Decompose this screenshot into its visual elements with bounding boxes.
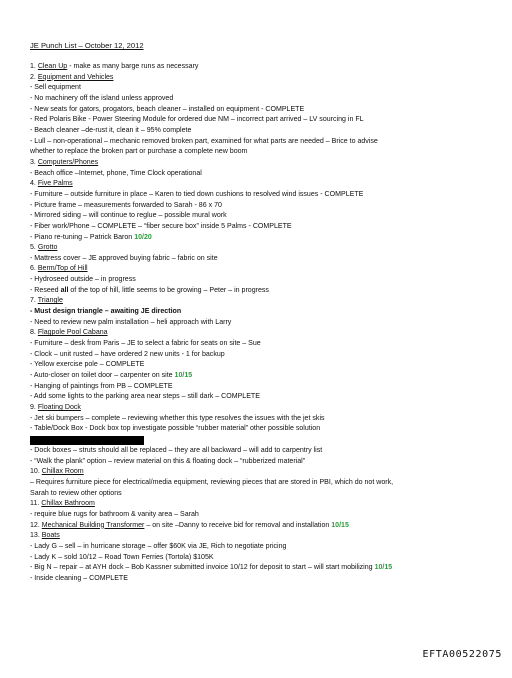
list-item <box>30 307 490 318</box>
section-label: Mechanical Building Transformer <box>41 521 145 529</box>
list-item-text: - Furniture – outside furniture in place – Karen to tied down cushions to resolved wind issues - COMPLETE <box>30 190 364 198</box>
list-item-text: - Lull – non-operational – mechanic removed broken part, examined for what parts are needed – Brice to advise <box>30 137 378 145</box>
list-item <box>30 489 490 500</box>
list-item <box>30 254 490 265</box>
list-item-text: - Picture frame – measurements forwarded to Sarah - 86 x 70 <box>30 201 222 209</box>
section-heading <box>30 296 490 307</box>
list-item-text: - Beach office –Internet, phone, Time Clock operational <box>30 169 202 177</box>
list-item <box>30 147 490 158</box>
section-heading <box>30 531 490 542</box>
section-heading <box>30 328 490 339</box>
list-item-text: - Fiber work/Phone – COMPLETE – “fiber secure box” inside 5 Palms - COMPLETE <box>30 222 292 230</box>
redaction-bar <box>30 436 144 445</box>
section-number: 3. <box>30 158 38 166</box>
list-item-text: Sarah to review other options <box>30 489 122 497</box>
list-item <box>30 553 490 564</box>
section-heading <box>30 158 490 169</box>
section-number: 7. <box>30 297 38 305</box>
bates-number: EFTA00522075 <box>422 649 502 660</box>
section-label: Five Palms <box>37 180 73 188</box>
list-item <box>30 563 490 574</box>
section-number: 2. <box>30 73 38 81</box>
list-item <box>30 414 490 425</box>
list-item <box>30 126 490 137</box>
list-item <box>30 286 490 297</box>
punch-list-body <box>30 62 490 585</box>
section-label: Chillax Bathroom <box>41 500 95 508</box>
list-item-text: - Inside cleaning – COMPLETE <box>30 574 128 582</box>
list-item-text: - require blue rugs for bathroom & vanity area – Sarah <box>30 510 199 518</box>
list-item <box>30 190 490 201</box>
list-item <box>30 446 490 457</box>
list-item-text: - Clock – unit rusted – have ordered 2 new units - 1 for backup <box>30 350 225 358</box>
list-item-text: - Big N – repair – at AYH dock – Bob Kassner submitted invoice 10/12 for deposit to start – will start mobilizing <box>30 564 375 572</box>
list-item <box>30 424 490 435</box>
list-item-text: – Requires furniture piece for electrical/media equipment, reviewing pieces that are stored in PBI, which do not work, <box>30 478 394 486</box>
list-item <box>30 233 490 244</box>
list-item-text: - Hydroseed outside – in progress <box>30 276 136 284</box>
section-number: 13. <box>30 532 42 540</box>
list-item <box>30 457 490 468</box>
section-number: 6. <box>30 265 38 273</box>
section-heading <box>30 467 490 478</box>
section-note: – on site –Danny to receive bid for removal and installation <box>144 521 332 529</box>
list-item <box>30 211 490 222</box>
list-item-text: - Add some lights to the parking area near steps – still dark – COMPLETE <box>30 393 260 401</box>
list-item-text: - Red Polaris Bike - Power Steering Module for ordered due NM – incorrect part arrived – LV sourcing in FL <box>30 116 364 124</box>
list-item <box>30 371 490 382</box>
list-item <box>30 339 490 350</box>
document-page <box>30 40 490 585</box>
date-highlight: 10/20 <box>134 233 152 241</box>
list-item-text: - “Walk the plank” option – review material on this & floating dock – “rubberized material” <box>30 457 306 465</box>
list-item-text: - Table/Dock Box - Dock box top investigate possible “rubber material” other possible solution <box>30 425 321 433</box>
date-highlight: 10/15 <box>331 521 349 529</box>
list-item-text: - Dock boxes – struts should all be replaced – they are all backward – will add to carpentry list <box>30 446 323 454</box>
date-highlight: 10/15 <box>174 372 193 380</box>
list-item-text: - Sell equipment <box>30 84 81 92</box>
list-item-text: - Piano re-tuning – Patrick Baron <box>30 233 135 241</box>
section-label: Flagpole Pool Cabana <box>37 329 108 337</box>
list-item <box>30 115 490 126</box>
section-number: 5. <box>30 244 38 252</box>
list-item-text: - Furniture – desk from Paris – JE to select a fabric for seats on site – Sue <box>30 340 261 348</box>
section-label: Clean Up <box>37 63 68 70</box>
list-item <box>30 392 490 403</box>
list-item-text: - Yellow exercise pole – COMPLETE <box>30 361 145 369</box>
list-item <box>30 360 490 371</box>
list-item <box>30 275 490 286</box>
section-heading <box>30 73 490 84</box>
list-item <box>30 478 490 489</box>
list-item <box>30 510 490 521</box>
section-label: Equipment and Vehicles <box>37 73 114 81</box>
list-item-text: - Need to review new palm installation – heli approach with Larry <box>30 318 232 326</box>
list-item <box>30 169 490 180</box>
list-item-text: - Lady K – sold 10/12 – Road Town Ferries (Tortola) $105K <box>30 553 214 561</box>
section-number: 10. <box>30 468 42 476</box>
redaction-line <box>30 436 490 445</box>
list-item-text: - Mattress cover – JE approved buying fabric – fabric on site <box>30 254 218 262</box>
list-item-text: - Hanging of paintings from PB – COMPLETE <box>30 382 173 390</box>
emphasis: all <box>60 286 69 294</box>
document-title: JE Punch List – October 12, 2012 <box>30 41 144 50</box>
list-item <box>30 105 490 116</box>
list-item-text: - Auto-closer on toilet door – carpenter on site <box>30 372 175 380</box>
list-item <box>30 201 490 212</box>
section-number: 4. <box>30 180 38 188</box>
list-item <box>30 350 490 361</box>
section-number: 12. <box>30 521 42 529</box>
section-label: Floating Dock <box>37 404 81 411</box>
section-label: Chillax Room <box>41 468 84 476</box>
list-item-text: - Lady G – sell – in hurricane storage – offer $60K via JE, Rich to negotiate pricing <box>30 542 287 550</box>
section-heading <box>30 243 490 254</box>
section-heading <box>30 179 490 190</box>
section-number: 8. <box>30 329 38 337</box>
list-item <box>30 83 490 94</box>
list-item-text: whether to replace the broken part or purchase a complete new boom <box>30 148 248 156</box>
list-item <box>30 574 490 585</box>
section-heading <box>30 264 490 275</box>
list-item <box>30 318 490 329</box>
section-number: 11. <box>30 500 42 508</box>
section-label: Computers/Phones <box>37 158 99 166</box>
list-item-text-bold: - Must design triangle – awaiting JE direction <box>30 308 182 316</box>
list-item-text: - New seats for gators, progators, beach cleaner – installed on equipment - COMPLETE <box>30 105 305 113</box>
section-heading <box>30 521 490 532</box>
list-item-text: - Beach cleaner –de-rust it, clean it – 95% complete <box>30 126 192 134</box>
list-item-text: - Jet ski bumpers – complete – reviewing whether this type resolves the issues with the jet skis <box>30 414 325 422</box>
list-item <box>30 382 490 393</box>
section-heading <box>30 403 490 414</box>
list-item <box>30 94 490 105</box>
list-item <box>30 222 490 233</box>
section-heading <box>30 62 490 73</box>
list-item-text: of the top of hill, little seems to be growing – Peter – in progress <box>68 286 269 294</box>
list-item-text: - Mirrored siding – will continue to reglue – possible mural work <box>30 212 227 220</box>
list-item <box>30 137 490 148</box>
section-label: Grotto <box>37 244 58 252</box>
section-label: Berm/Top of Hill <box>37 265 88 273</box>
section-label: Triangle <box>37 297 63 305</box>
section-heading <box>30 499 490 510</box>
section-note: - make as many barge runs as necessary <box>67 63 199 70</box>
list-item <box>30 542 490 553</box>
date-highlight: 10/15 <box>374 564 393 572</box>
list-item-text: - No machinery off the island unless approved <box>30 94 174 102</box>
section-number: 1. <box>30 63 38 70</box>
section-number: 9. <box>30 404 38 411</box>
section-label: Boats <box>41 532 60 540</box>
list-item-text: - Reseed <box>30 286 61 294</box>
